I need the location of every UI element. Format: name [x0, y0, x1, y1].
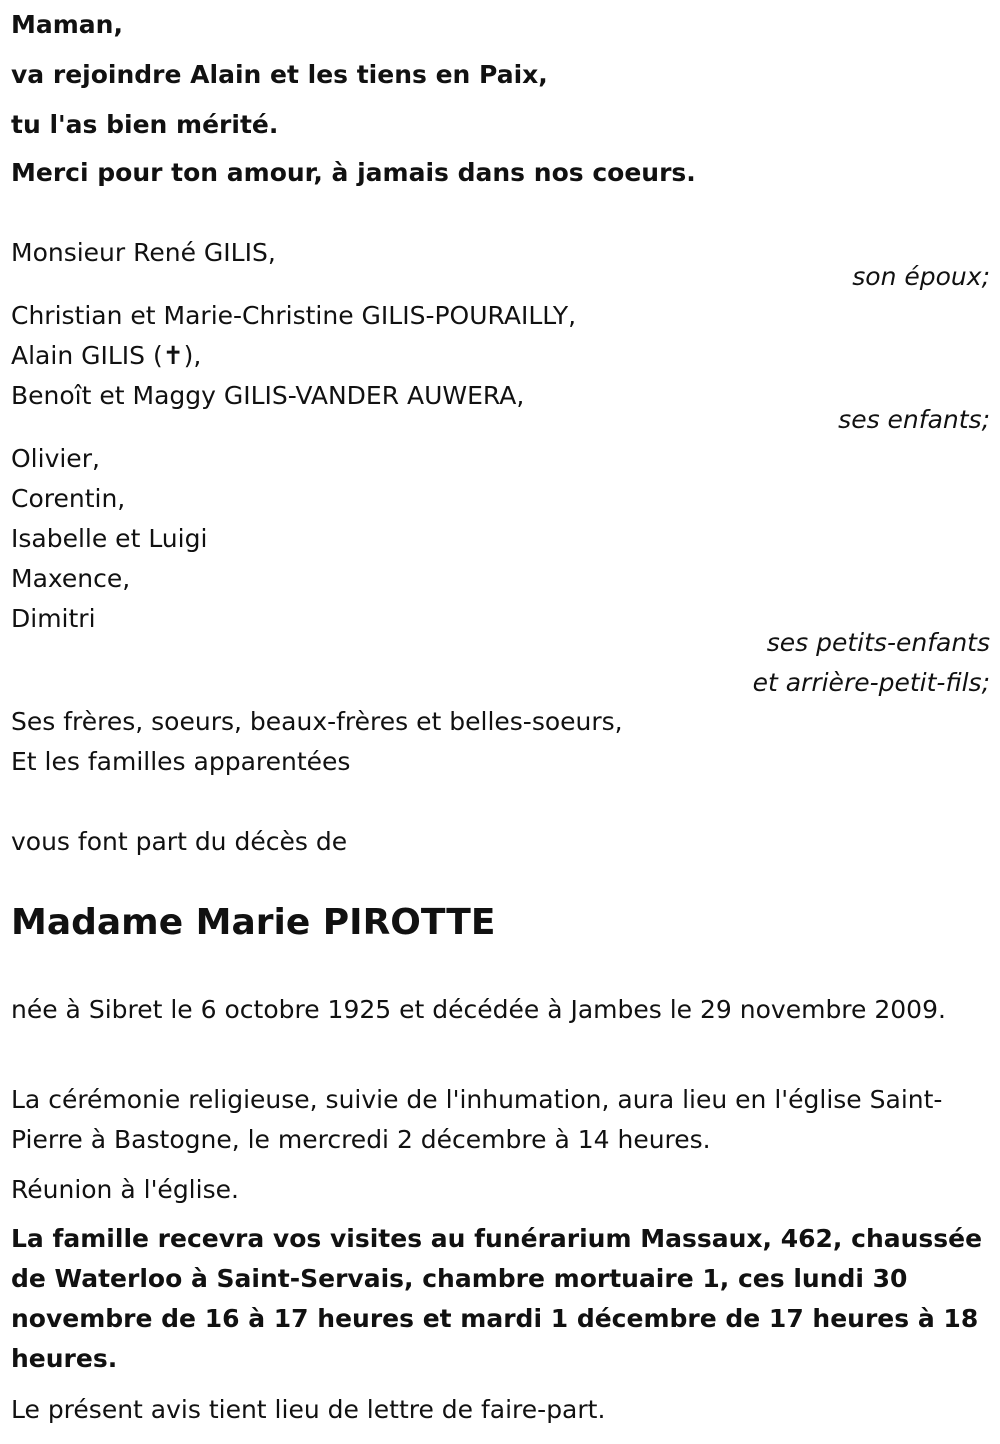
grandchild-name: Maxence, [11, 564, 131, 593]
birth-death-text: née à Sibret le 6 octobre 1925 et décédée à Jambes le 29 novembre 2009. [11, 995, 946, 1024]
deceased-name: Madame Marie PIROTTE [11, 902, 496, 943]
spouse-role: son époux; [852, 262, 990, 291]
verse-line: Maman, [11, 10, 123, 39]
grandchild-name: Dimitri [11, 604, 96, 633]
verse-line: tu l'as bien mérité. [11, 110, 279, 139]
child-name: Christian et Marie-Christine GILIS-POURAILLY, [11, 301, 577, 330]
relatives-line: Et les familles apparentées [11, 747, 351, 776]
announcement-text: vous font part du décès de [11, 827, 348, 856]
visits-text: La famille recevra vos visites au funérarium Massaux, 462, chaussée de Waterloo à Saint-Servais, chambre mortuaire 1, ces lundi 30 novembre de 16 à 17 heures et mardi 1 décembre de 17 heures à 18 heures. [11, 1224, 983, 1373]
grandchild-name: Isabelle et Luigi [11, 524, 208, 553]
verse-line: Merci pour ton amour, à jamais dans nos coeurs. [11, 158, 696, 187]
grandchild-name: Corentin, [11, 484, 126, 513]
ceremony-text: La cérémonie religieuse, suivie de l'inhumation, aura lieu en l'église Saint-Pierre à Bastogne, le mercredi 2 décembre à 14 heures. [11, 1085, 943, 1154]
relatives-line: Ses frères, soeurs, beaux-frères et belles-soeurs, [11, 707, 623, 736]
spouse-name: Monsieur René GILIS, [11, 238, 276, 267]
grandchild-name: Olivier, [11, 444, 100, 473]
grandchildren-role-2: et arrière-petit-fils; [752, 668, 990, 697]
verse-line: va rejoindre Alain et les tiens en Paix, [11, 60, 548, 89]
child-name: Alain GILIS (✝), [11, 341, 202, 370]
meeting-text: Réunion à l'église. [11, 1175, 239, 1204]
children-role: ses enfants; [838, 405, 990, 434]
grandchildren-role: ses petits-enfants [766, 628, 990, 657]
child-name: Benoît et Maggy GILIS-VANDER AUWERA, [11, 381, 525, 410]
closing-text: Le présent avis tient lieu de lettre de faire-part. [11, 1395, 606, 1424]
